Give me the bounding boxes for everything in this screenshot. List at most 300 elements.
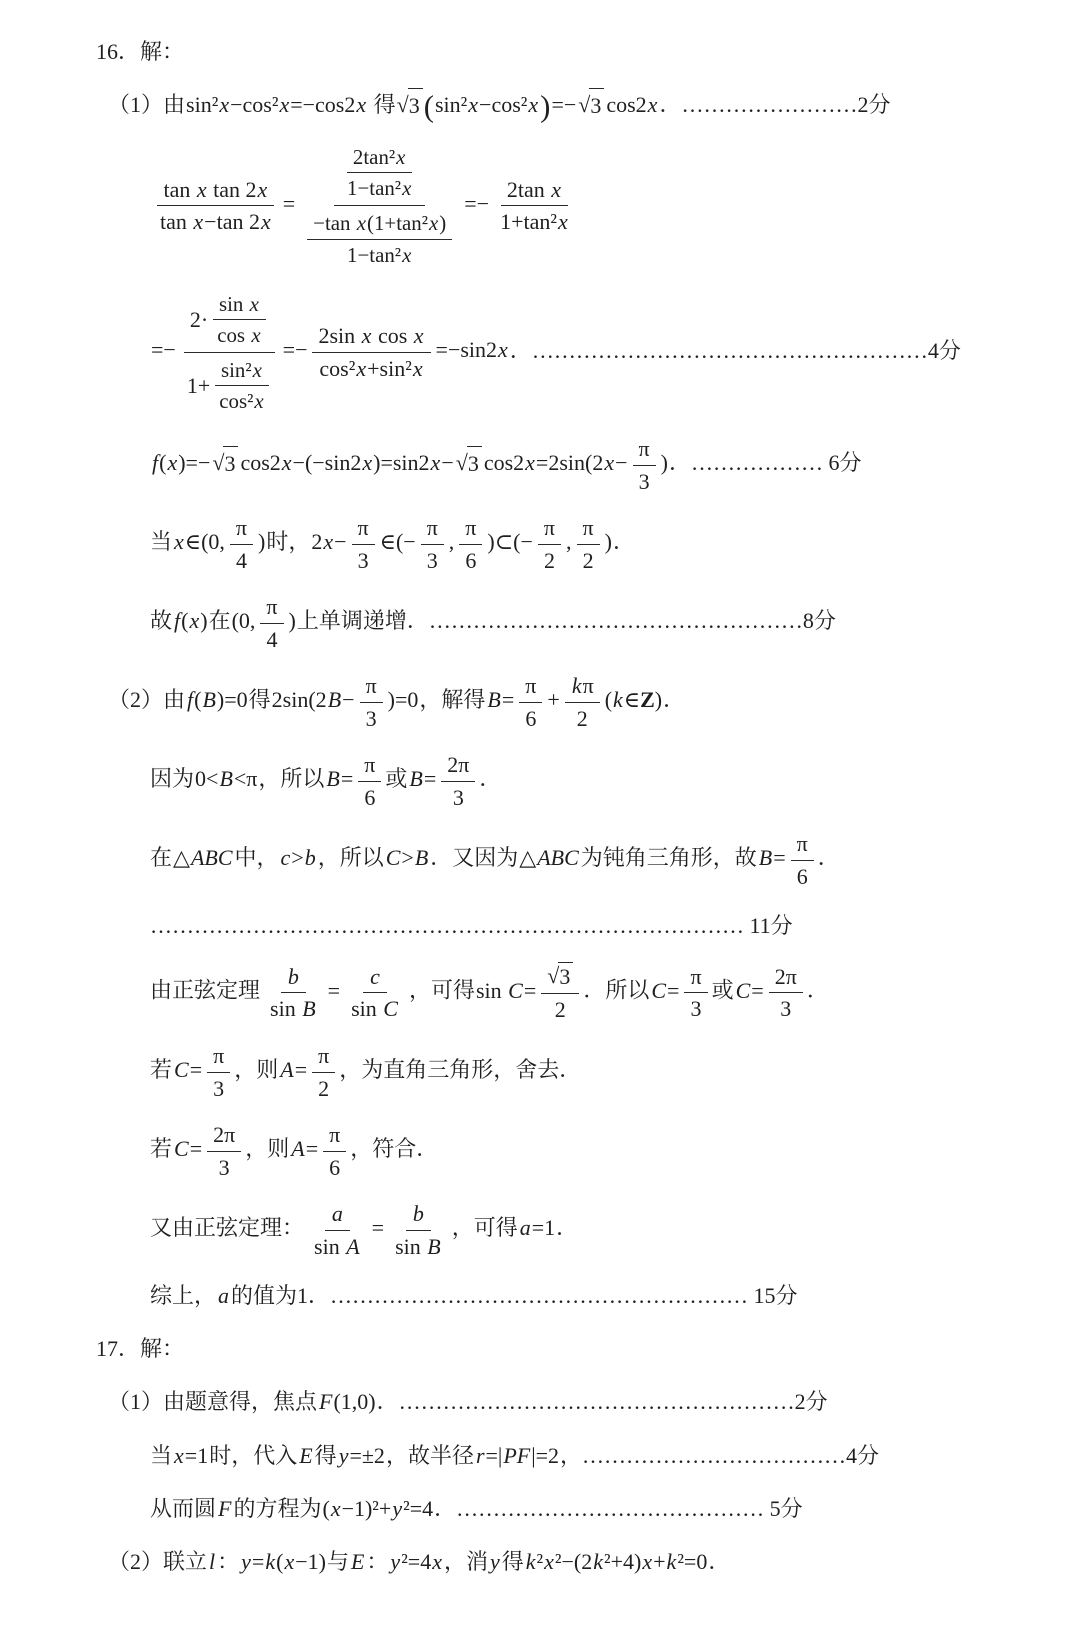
math-run: 2 — [554, 996, 566, 1022]
denominator — [207, 1073, 230, 1103]
radicand: 3 — [467, 446, 482, 481]
q16-part2-step5 — [0, 1042, 1010, 1102]
text-run: ． — [708, 1548, 731, 1574]
fraction — [308, 1200, 367, 1260]
fraction — [519, 672, 542, 732]
numerator — [260, 593, 283, 624]
q17-part1-step3 — [0, 1492, 1010, 1526]
text-run: 与 — [326, 1548, 349, 1574]
numerator — [538, 514, 561, 545]
math-run: sin C= — [475, 977, 537, 1003]
text-run: 从而圆 — [150, 1495, 217, 1521]
math-run: y²=4x — [390, 1548, 442, 1574]
math-run: 2 — [318, 1075, 330, 1101]
text-run: ．所以 — [583, 977, 650, 1003]
numerator — [207, 1121, 241, 1152]
math-run: π — [465, 515, 477, 541]
text-run: ，为直角三角形，舍去． — [339, 1057, 582, 1083]
math-run: C>B — [385, 845, 429, 871]
numerator — [213, 291, 266, 320]
math-run: 3 — [452, 784, 464, 810]
text-run: ．……………… 6分 — [668, 450, 862, 476]
text-run: 16．解： — [96, 39, 185, 64]
text-run: 在 — [150, 845, 173, 871]
math-run: 0<B<π — [195, 766, 258, 792]
denominator — [360, 703, 383, 733]
math-run: 2π — [213, 1122, 236, 1148]
numerator — [334, 142, 425, 206]
denominator — [323, 1152, 346, 1182]
math-run: 6 — [364, 784, 376, 810]
solution-lines — [0, 35, 1010, 1579]
big-paren: ) — [540, 89, 551, 124]
math-run: tan x−tan 2x — [160, 209, 271, 235]
text-run: 得 — [248, 687, 271, 713]
numerator — [360, 672, 383, 703]
denominator — [308, 1231, 367, 1261]
fraction — [323, 1121, 346, 1181]
numerator — [215, 357, 269, 386]
numerator — [347, 144, 413, 173]
math-run: 3 — [426, 547, 438, 573]
math-run: 2tan x — [506, 176, 561, 202]
math-run: π — [582, 515, 594, 541]
math-run: C= — [735, 977, 764, 1003]
math-run: x∈(0, — [174, 529, 225, 555]
math-run: 3 — [213, 1075, 225, 1101]
math-run: π — [365, 673, 377, 699]
math-run: 1+ — [186, 372, 211, 398]
denominator — [459, 545, 482, 575]
radicand: 3 — [589, 88, 604, 123]
denominator — [421, 545, 444, 575]
text-run: 在 — [208, 608, 231, 634]
math-run: 3 — [638, 468, 650, 494]
math-run: b — [287, 963, 299, 989]
radical-sign-icon: √ — [212, 450, 225, 476]
math-run: π — [638, 436, 650, 462]
math-run: 2· — [189, 306, 209, 332]
math-run: sin B — [395, 1233, 441, 1259]
fraction — [459, 514, 482, 574]
math-run: a=1 — [519, 1215, 556, 1241]
q16-part2-step1 — [0, 672, 1010, 732]
q16-part1-step3 — [0, 289, 1010, 417]
math-run: = — [327, 977, 341, 1003]
text-run: ．……………………2分 — [659, 92, 891, 118]
denominator — [213, 1152, 236, 1182]
text-run: 或 — [385, 766, 408, 792]
text-run: ，所以 — [258, 766, 325, 792]
math-run: f(B)=0 — [187, 687, 248, 713]
math-run: E — [350, 1548, 365, 1574]
math-run: 2 — [543, 547, 555, 573]
text-run: 由正弦定理 — [150, 977, 261, 1003]
numerator — [565, 672, 600, 703]
text-run: ．………………………………………………2分 — [376, 1389, 828, 1415]
q17-part1-step2 — [0, 1439, 1010, 1473]
math-run: cos²x+sin²x — [319, 355, 423, 381]
math-run: 1+tan²x — [500, 209, 568, 235]
denominator — [264, 993, 323, 1023]
math-run: 2π — [774, 963, 797, 989]
numerator — [323, 1121, 346, 1152]
denominator — [154, 206, 278, 236]
denominator — [549, 994, 572, 1024]
numerator — [307, 210, 452, 239]
sqrt — [547, 962, 573, 991]
math-run: = — [282, 190, 296, 216]
numerator — [157, 176, 274, 207]
numerator — [312, 1042, 335, 1073]
fraction — [352, 514, 375, 574]
fraction — [300, 142, 459, 270]
math-run: =− — [551, 92, 577, 118]
q16-part2-dots — [0, 909, 1010, 943]
math-run: cos2x=2sin(2x− — [483, 450, 628, 476]
text-run: 中， — [234, 845, 279, 871]
numerator — [769, 963, 803, 994]
q17-part2-step1 — [0, 1545, 1010, 1579]
math-run: cos²x — [219, 389, 264, 414]
numerator — [791, 830, 814, 861]
math-run: π — [543, 515, 556, 541]
math-run: (x−1)²+y²=4 — [322, 1495, 434, 1521]
text-run: 为钝角三角形，故 — [580, 845, 757, 871]
text-run: （2）由 — [108, 687, 186, 713]
math-run: =− — [151, 337, 176, 363]
text-run: 故 — [150, 608, 173, 634]
denominator — [341, 173, 418, 201]
denominator — [312, 1073, 335, 1103]
math-run: sin A — [314, 1233, 360, 1259]
math-run: k²x²−(2k²+4)x+k²=0 — [525, 1548, 708, 1574]
denominator — [685, 993, 708, 1023]
text-run: 的值为1．………………………………………………… 15分 — [231, 1283, 798, 1309]
radical-sign-icon: √ — [455, 450, 468, 476]
math-run: π — [357, 515, 369, 541]
math-run: π — [426, 515, 438, 541]
math-run: E — [299, 1442, 313, 1468]
text-run: 因为 — [150, 766, 195, 792]
math-run: △ABC — [173, 845, 233, 871]
denominator — [577, 545, 600, 575]
text-run: ．…………………………………… 5分 — [434, 1495, 803, 1521]
q16-part2-step6 — [0, 1121, 1010, 1181]
fraction — [211, 291, 267, 348]
numerator — [352, 514, 375, 545]
text-run: 得 — [501, 1548, 524, 1574]
math-run: π — [525, 673, 537, 699]
math-run: 2sin x cos x — [318, 323, 424, 349]
sqrt — [578, 88, 604, 123]
text-run: 得 — [314, 1442, 337, 1468]
fraction — [565, 672, 600, 732]
math-run: −tan x(1+tan²x) — [313, 211, 447, 236]
fraction — [421, 514, 444, 574]
text-run: 又由正弦定理： — [150, 1215, 305, 1241]
text-run: 若 — [150, 1057, 173, 1083]
math-run: 6 — [796, 863, 808, 889]
denominator — [519, 703, 542, 733]
denominator — [211, 320, 267, 348]
text-run: ： — [366, 1548, 389, 1574]
radicand: 3 — [408, 88, 423, 123]
math-run: B= — [758, 845, 786, 871]
math-run: A= — [280, 1057, 308, 1083]
math-run: π — [690, 963, 702, 989]
fraction — [341, 144, 418, 201]
math-run: 4 — [266, 626, 278, 652]
fraction — [684, 963, 707, 1023]
math-run: 2 — [582, 547, 594, 573]
text-run: 17．解： — [96, 1336, 185, 1362]
math-run: =− — [464, 190, 490, 216]
math-run: y=±2 — [338, 1442, 385, 1468]
big-paren: ( — [423, 89, 434, 124]
text-run: ： — [217, 1548, 240, 1574]
math-run: 6 — [525, 705, 537, 731]
fraction — [207, 1042, 230, 1102]
text-run: 时，代入 — [209, 1442, 298, 1468]
text-run: 或 — [711, 977, 734, 1003]
fraction — [154, 176, 278, 236]
numerator — [230, 514, 253, 545]
math-run: c — [370, 963, 380, 989]
math-run: a — [331, 1201, 343, 1227]
q16-part1-step1 — [0, 88, 1010, 123]
text-run: 当 — [150, 529, 173, 555]
numerator — [441, 751, 475, 782]
math-run: tan x tan 2x — [163, 176, 268, 202]
numerator — [459, 514, 482, 545]
denominator — [494, 206, 575, 236]
math-run: = — [371, 1215, 385, 1241]
math-run: 2sin(2B− — [271, 687, 355, 713]
sqrt — [212, 446, 238, 481]
math-run: b — [412, 1201, 424, 1227]
text-run: ，………………………………4分 — [560, 1442, 880, 1468]
math-run: f(x)=− — [152, 450, 211, 476]
text-run: 上单调递增．……………………………………………8分 — [296, 608, 836, 634]
math-run: kπ — [571, 673, 594, 699]
fraction — [791, 830, 814, 890]
math-run: π — [329, 1122, 341, 1148]
numerator — [684, 963, 707, 994]
text-run: 时， — [266, 529, 311, 555]
math-run: sin²x−cos²x — [434, 92, 539, 118]
text-run: ，所以 — [317, 845, 384, 871]
text-run: 若 — [150, 1136, 173, 1162]
denominator — [181, 353, 278, 416]
denominator — [571, 703, 594, 733]
math-run: (0, — [231, 608, 256, 634]
numerator — [363, 963, 387, 994]
fraction — [307, 210, 452, 267]
math-run: ) — [288, 608, 296, 634]
math-run: =− — [282, 337, 308, 363]
math-run: cos2x−(−sin2x)=sin2x− — [240, 450, 454, 476]
denominator — [260, 624, 283, 654]
math-run: x=1 — [174, 1442, 209, 1468]
text-run: 的方程为 — [233, 1495, 322, 1521]
math-run: B= — [487, 687, 515, 713]
text-run: ．………………………………………………4分 — [509, 337, 961, 363]
math-run: C= — [174, 1136, 203, 1162]
fraction — [181, 289, 278, 417]
q16-part1-step6 — [0, 593, 1010, 653]
q16-part2-step8 — [0, 1279, 1010, 1313]
q17-header — [0, 1332, 1010, 1366]
text-run: ． — [479, 766, 502, 792]
denominator — [300, 206, 459, 269]
math-run: 2tan²x — [352, 145, 406, 170]
math-run: △ABC — [519, 845, 579, 871]
q16-part1-step2 — [0, 142, 1010, 270]
text-run: （1）由 — [108, 92, 186, 118]
text-run: ，则 — [234, 1057, 279, 1083]
denominator — [774, 993, 797, 1023]
sqrt — [456, 446, 482, 481]
denominator — [633, 466, 656, 496]
math-run: π — [318, 1043, 330, 1069]
math-run: F(1,0) — [319, 1389, 376, 1415]
math-run: , — [566, 529, 572, 555]
numerator — [633, 435, 656, 466]
math-run: 3 — [357, 547, 369, 573]
numerator — [184, 289, 275, 353]
math-run: 3 — [780, 996, 792, 1022]
radical-sign-icon: √ — [547, 963, 560, 989]
text-run: 综上， — [150, 1283, 217, 1309]
fraction — [577, 514, 600, 574]
radical-sign-icon: √ — [578, 92, 591, 118]
q16-part1-step4 — [0, 435, 1010, 495]
text-run: ． — [806, 977, 829, 1003]
fraction — [441, 751, 475, 811]
text-run: ． — [556, 1215, 579, 1241]
denominator — [341, 240, 418, 268]
numerator — [207, 1042, 230, 1073]
fraction — [538, 514, 561, 574]
numerator — [577, 514, 600, 545]
text-run: （2）联立 — [108, 1548, 208, 1574]
denominator — [213, 386, 270, 414]
math-run: sin²x−cos²x=−cos2x — [186, 92, 367, 118]
q16-part2-step2 — [0, 751, 1010, 811]
math-run: =−sin2x — [435, 337, 508, 363]
math-run: , — [448, 529, 455, 555]
text-run: 得 — [373, 92, 396, 118]
text-run: ……………………………………………………………………… 11分 — [150, 913, 793, 939]
radicand: 3 — [223, 446, 238, 481]
math-run: 2x− — [311, 529, 347, 555]
fraction — [312, 322, 430, 382]
math-run: π — [213, 1043, 225, 1069]
q16-part2-step4 — [0, 962, 1010, 1023]
text-run: ． — [817, 845, 840, 871]
math-run: 1−tan²x — [347, 176, 412, 201]
math-run: sin C — [351, 996, 398, 1022]
math-run: π — [266, 594, 278, 620]
math-run: )=0 — [387, 687, 419, 713]
math-run: + — [547, 687, 560, 713]
math-run: 3 — [218, 1154, 230, 1180]
denominator — [313, 353, 429, 383]
fraction — [358, 751, 381, 811]
text-run: 当 — [150, 1442, 173, 1468]
text-run: ，解得 — [419, 687, 486, 713]
math-run: 6 — [329, 1154, 341, 1180]
math-run: a — [218, 1283, 230, 1309]
math-run: B= — [409, 766, 437, 792]
math-run: sin B — [270, 996, 316, 1022]
math-run: 2π — [447, 752, 470, 778]
q16-part1-step5 — [0, 514, 1010, 574]
fraction — [769, 963, 803, 1023]
q16-part2-step7 — [0, 1200, 1010, 1260]
math-run: f(x) — [174, 608, 208, 634]
math-run: r=|PF|=2 — [475, 1442, 560, 1468]
math-run: )⊂(− — [487, 529, 533, 555]
math-run: l — [209, 1548, 216, 1574]
fraction — [230, 514, 253, 574]
math-run: y=k(x−1) — [241, 1548, 326, 1574]
numerator — [541, 962, 579, 994]
numerator — [421, 514, 444, 545]
fraction — [541, 962, 579, 1023]
math-run: sin x — [218, 291, 259, 316]
q17-part1-step1 — [0, 1385, 1010, 1419]
math-run: 4 — [235, 547, 247, 573]
text-run: ．又因为 — [430, 845, 519, 871]
math-run: c>b — [280, 845, 316, 871]
math-run: y — [489, 1548, 500, 1574]
fraction — [264, 963, 323, 1023]
q16-part2-step3 — [0, 830, 1010, 890]
denominator — [447, 782, 470, 812]
math-run: 6 — [465, 547, 477, 573]
radicand: 3 — [558, 962, 573, 991]
math-run: C= — [651, 977, 680, 1003]
math-run: π — [235, 515, 248, 541]
denominator — [345, 993, 405, 1023]
sqrt — [397, 88, 423, 123]
text-run: ，可得 — [451, 1215, 518, 1241]
fraction — [633, 435, 656, 495]
math-run: ) — [660, 450, 668, 476]
math-run: A= — [291, 1136, 319, 1162]
text-run: （1）由题意得，焦点 — [108, 1389, 318, 1415]
math-run: B= — [326, 766, 354, 792]
math-run: 3 — [690, 996, 702, 1022]
denominator — [230, 545, 253, 575]
math-run: C= — [174, 1057, 203, 1083]
math-run: F — [218, 1495, 232, 1521]
numerator — [406, 1200, 431, 1231]
denominator — [791, 861, 814, 891]
fraction — [260, 593, 283, 653]
fraction — [345, 963, 405, 1023]
math-run: π — [796, 831, 808, 857]
math-run: 2 — [576, 705, 588, 731]
denominator — [358, 782, 381, 812]
numerator — [519, 672, 542, 703]
math-run: cos x — [217, 322, 261, 347]
text-run: ，则 — [245, 1136, 290, 1162]
numerator — [358, 751, 381, 782]
denominator — [538, 545, 561, 575]
